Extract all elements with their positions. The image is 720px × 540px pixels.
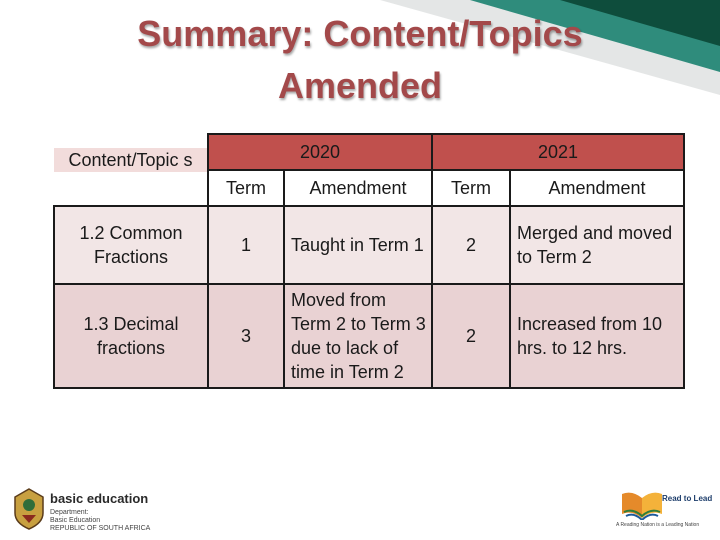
row-term-2020: 3 — [208, 284, 284, 388]
row-term-2020: 1 — [208, 206, 284, 284]
table-row — [54, 206, 684, 284]
logo-line-2: Basic Education — [50, 517, 101, 524]
header-content-topic-label: Content/Topic s — [54, 148, 207, 172]
summary-table — [53, 133, 685, 389]
logo-title: Read to Lead — [662, 494, 713, 503]
row-amendment-2020: Moved from Term 2 to Term 3 due to lack of time in Term 2 — [284, 284, 432, 388]
row-topic-label: 1.3 Decimal fractions — [83, 314, 179, 358]
header-term-2020: Term — [208, 170, 284, 206]
logo-line-3: REPUBLIC OF SOUTH AFRICA — [50, 525, 151, 532]
header-year-2020: 2020 — [208, 134, 432, 170]
title-line-2: Amended — [277, 65, 443, 106]
open-book-icon — [618, 490, 666, 520]
row-amendment-2021: Increased from 10 hrs. to 12 hrs. — [510, 284, 684, 388]
read-to-lead-logo — [616, 488, 712, 532]
row-term-2021: 2 — [432, 206, 510, 284]
header-amendment-2021: Amendment — [510, 170, 684, 206]
logo-tagline: A Reading Nation is a Leading Nation — [616, 522, 700, 528]
row-term-2021: 2 — [432, 284, 510, 388]
row-amendment-2020: Taught in Term 1 — [284, 206, 432, 284]
row-topic — [54, 206, 208, 284]
logo-title: basic education — [50, 491, 149, 506]
header-amendment-2020: Amendment — [284, 170, 432, 206]
row-amendment-2021: Merged and moved to Term 2 — [510, 206, 684, 284]
header-content-topic — [54, 134, 208, 206]
row-topic-label: 1.2 Common Fractions — [79, 223, 183, 267]
header-year-2021: 2021 — [432, 134, 684, 170]
table-row — [54, 284, 684, 388]
logo-line-1: Department: — [50, 509, 89, 516]
title-line-1: Summary: Content/Topics — [137, 13, 583, 54]
row-topic — [54, 284, 208, 388]
header-term-2021: Term — [432, 170, 510, 206]
slide-title — [90, 8, 630, 112]
coat-of-arms-icon — [10, 485, 48, 531]
